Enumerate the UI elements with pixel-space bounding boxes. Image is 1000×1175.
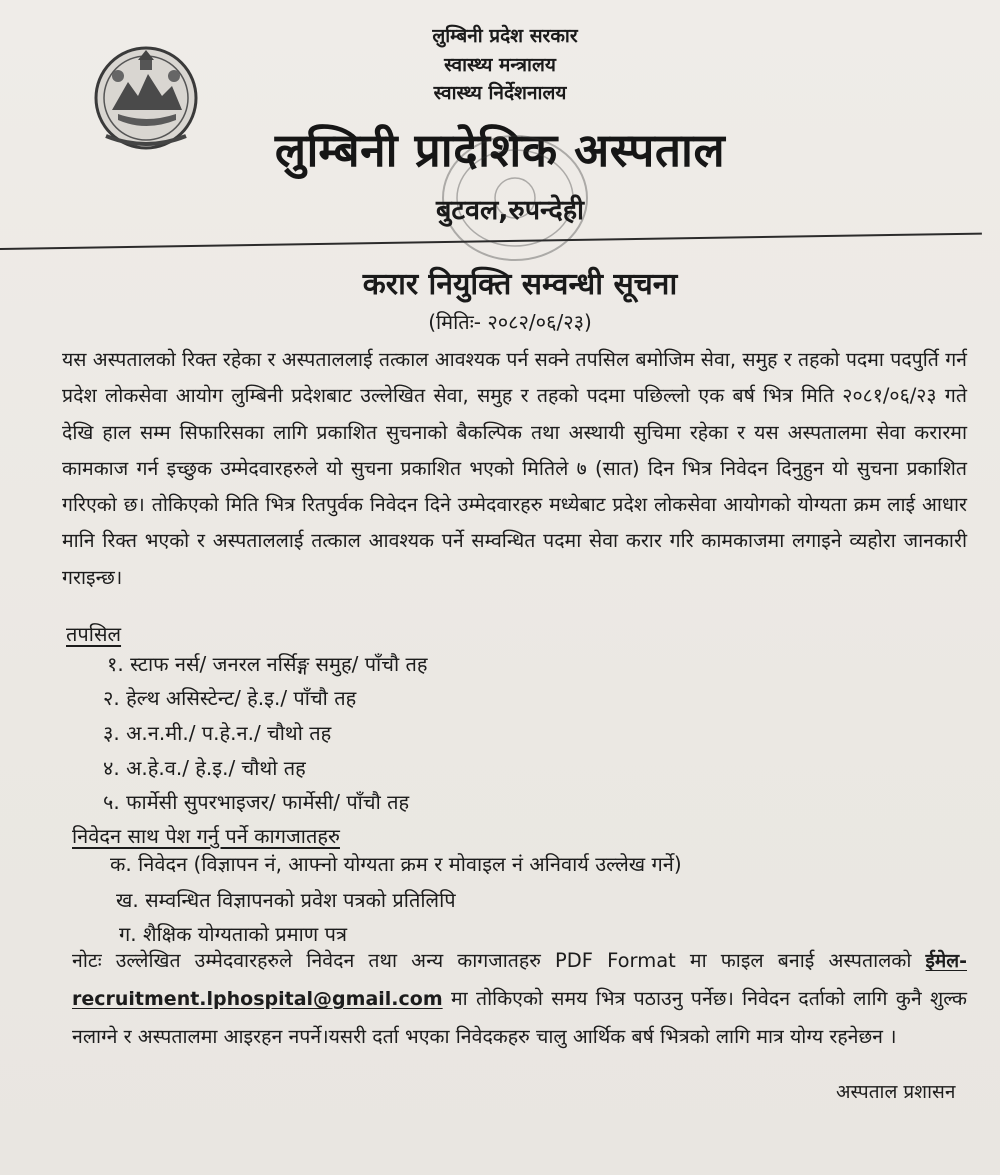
document-item-3: ग. शैक्षिक योग्यताको प्रमाण पत्र [119,922,348,946]
position-item-3: ३. अ.न.मी./ प.हे.न./ चौथो तह [103,721,332,745]
signature: अस्पताल प्रशासन [836,1081,956,1103]
notice-paragraph: यस अस्पतालको रिक्त रहेका र अस्पताललाई तत्काल आवश्यक पर्न सक्ने तपसिल बमोजिम सेवा, समुह र तहको पदमा पदपुर्ति गर्न प्रदेश लोकसेवा आयोग लुम्बिनी प्रदेशबाट उल्लेखित सेवा, समुह र तहको पदमा पछिल्लो एक बर्ष भित्र मिति २०८१/०६/२३ गते देखि हाल सम्म सिफारिसका लागि प्रकाशित सुचनाको बैकल्पिक तथा अस्थायी सुचिमा रहेका र यस अस्पतालमा सेवा करारमा कामकाज गर्न इच्छुक उम्मेदवारहरुले यो सुचना प्रकाशित भएको मितिले ७ (सात) दिन भित्र निवेदन दिनुहुन यो सुचना प्रकाशित गरिएको छ। तोकिएको मिति भित्र रितपुर्वक निवेदन दिने उम्मेदवारहरु मध्येबाट प्रदेश लोकसेवा आयोगको योग्यता क्रम लाई आधार मानि रिक्त भएको र अस्पताललाई तत्काल आवश्यक पर्ने सम्वन्धित पदमा सेवा करार गरि कामकाजमा लगाइने व्यहोरा जानकारी गराइन्छ। [62,348,967,589]
note-suffix: मा तोकिएको समय भित्र पठाउनु पर्नेछ। निवेदन दर्ताको लागि कुनै शुल्क नलाग्ने र अस्पतालमा आइरहन नपर्ने।यसरी दर्ता भएका निवेदकहरु चालु आर्थिक बर्ष भित्रको लागि मात्र योग्य रहनेछन । [72,987,967,1048]
hospital-name: लुम्बिनी प्रादेशिक अस्पताल [274,123,726,177]
position-item-4: ४. अ.हे.व./ हे.इ./ चौथो तह [103,756,306,780]
note-prefix: नोटः उल्लेखित उम्मेदवारहरुले निवेदन तथा अन्य कागजातहरु PDF Format मा फाइल बनाई अस्पतालको [72,949,926,972]
position-item-5: ५. फार्मेसी सुपरभाइजर/ फार्मेसी/ पाँचौ तह [103,790,410,814]
document-item-2: ख. सम्वन्धित विज्ञापनको प्रवेश पत्रको प्रतिलिपि [116,888,456,912]
position-item-2: २. हेल्थ असिस्टेन्ट/ हे.इ./ पाँचौ तह [103,686,357,710]
ministry-name: स्वास्थ्य मन्त्रालय [444,54,556,76]
note-paragraph [72,942,967,1055]
documents-heading: निवेदन साथ पेश गर्नु पर्ने कागजातहरु [72,824,340,848]
positions-heading: तपसिल [66,622,122,646]
hospital-address: बुटवल,रुपन्देही [435,195,585,226]
document-item-1: क. निवेदन (विज्ञापन नं, आफ्नो योग्यता क्रम र मोवाइल नं अनिवार्य उल्लेख गर्ने) [110,852,682,876]
email-link[interactable]: ईमेल-recruitment.lphospital@gmail.com [72,950,967,1010]
government-name: लुम्बिनी प्रदेश सरकार [432,25,578,47]
notice-title: करार नियुक्ति सम्वन्धी सूचना [362,267,678,302]
directorate-name: स्वास्थ्य निर्देशनालय [433,82,567,104]
notice-date: (मितिः- २०८२/०६/२३) [428,310,592,334]
position-item-1: १. स्टाफ नर्स/ जनरल नर्सिङ्ग समुह/ पाँचौ तह [107,652,428,676]
